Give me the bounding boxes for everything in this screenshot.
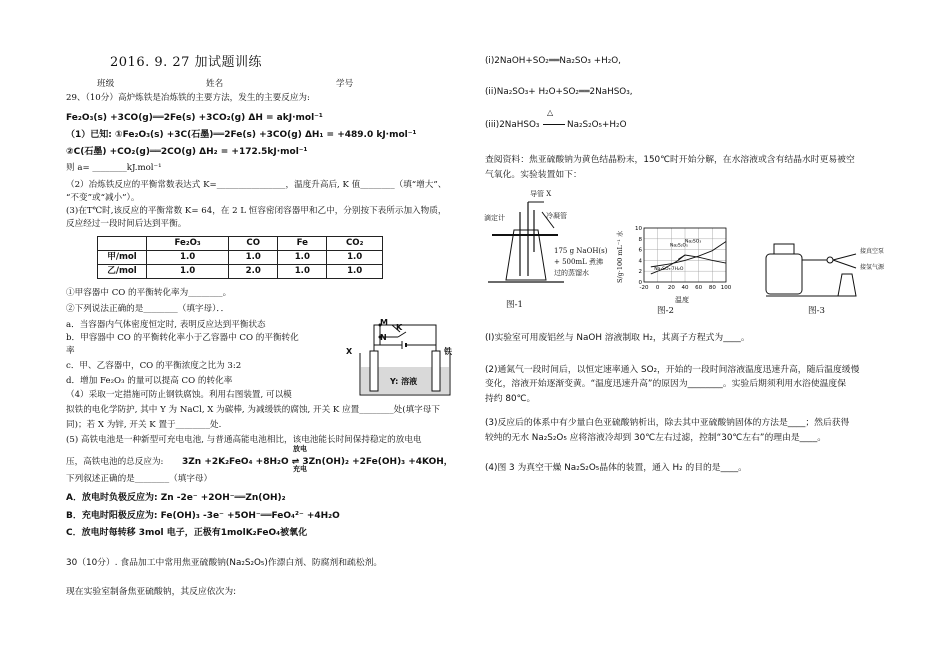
label-electrolyte: Y: 溶液 (390, 377, 418, 386)
reaction-3-arrow (543, 124, 565, 125)
table-header-cell: CO₂ (327, 237, 383, 251)
chart-ylabel: S/g·100 mL⁻¹ 水 (616, 230, 624, 283)
chart-y-tick-label: 4 (638, 258, 642, 265)
chart-x-tick-label: 0 (655, 285, 660, 291)
chart-x-tick-label: -20 (639, 285, 649, 291)
reaction-3-condition: △ (547, 108, 554, 117)
q30-part2-line3: 持约 80℃。 (485, 394, 536, 404)
chart-series-line (651, 242, 726, 267)
label-solution-2: + 500mL 煮沸 (554, 258, 603, 266)
table-cell: 1.0 (278, 251, 327, 265)
q29-p3-line2: 反应经过一段时间后达到平衡。 (66, 219, 187, 229)
q29-p1-ask: 则 a= ________kJ.mol⁻¹ (66, 163, 162, 173)
q30-part2-line2: 变化，溶液开始逐渐变黄。“温度迅速升高”的原因为________。实验后期须利用水浴使温度保 (485, 379, 846, 389)
q30-lab: 现在实验室制备焦亚硫酸钠，其反应依次为: (66, 587, 237, 597)
q29-p4-line1: （4）采取一定措施可防止钢铁腐蚀。利用右图装置, 可以模 (66, 390, 292, 400)
option-A: A．放电时负极反应为: Zn -2e⁻ +2OH⁻══Zn(OH)₂ (66, 493, 286, 503)
table-header-cell: Fe₂O₃ (147, 237, 229, 251)
q30-part2-line1: (2)通氮气一段时间后，以恒定速率通入 SO₂，开始的一段时间溶液温度迅速升高，随后温度缓慢 (485, 365, 860, 375)
reaction-3-right: Na₂S₂O₅+H₂O (567, 120, 627, 130)
reaction-3-left: (iii)2NaHSO₃ (485, 120, 540, 130)
label-condenser: 冷凝管 (546, 212, 567, 220)
chart-xlabel: 温度 (675, 296, 689, 304)
info-line1: 查阅资料：焦亚硫酸钠为黄色结晶粉末，150℃时开始分解，在水溶液或含有结晶水时更易被空 (485, 155, 855, 165)
table-cell: 1.0 (229, 251, 278, 265)
chart-x-tick-label: 60 (695, 285, 703, 291)
chart-y-tick-label: 10 (635, 226, 642, 232)
chart-series-label: Na₂S₂O₅ (669, 243, 688, 249)
table-cell: 1.0 (278, 265, 327, 279)
table-row (98, 251, 383, 265)
q29-p2-line2: “不变”或“减小”）。 (66, 193, 140, 203)
table-cell: 甲/mol (98, 251, 147, 265)
label-thermometer: 滴定计 (484, 214, 505, 222)
q29-p4-line3: 同)；若 X 为锌, 开关 K 置于________处. (66, 420, 222, 430)
q29-p4-line2: 拟铁的电化学防护, 其中 Y 为 NaCl, X 为碳棒, 为减缓铁的腐蚀, 开关 K 应置________处(填字母下 (66, 405, 440, 415)
chart-x-tick-label: 40 (681, 285, 689, 291)
apparatus-figure-1 (484, 192, 624, 292)
option-b-line1: b．甲容器中 CO 的平衡转化率小于乙容器中 CO 的平衡转化 (66, 333, 299, 343)
table-cell: 1.0 (327, 251, 383, 265)
label-solution-1: 175 g NaOH(s) (554, 247, 608, 255)
chart-series-label: Na₂SO₃·7H₂O (654, 267, 684, 273)
chart-y-tick-label: 8 (638, 236, 642, 243)
electrochem-protection-diagram (340, 315, 470, 400)
q30-part1: (I)实验室可用废铝丝与 NaOH 溶液制取 H₂，其离子方程式为____。 (485, 333, 750, 343)
q29-p5-line1: (5) 高铁电池是一种新型可充电电池, 与普通高能电池相比，该电池能长时间保持稳定的放电电 (66, 435, 422, 445)
table-header-row (98, 237, 383, 251)
label-K: K (396, 323, 403, 332)
q30-intro: 30（10分）. 食品加工中常用焦亚硫酸钠(Na₂S₂O₅)作漂白剂、防腐剂和疏松剂。 (66, 558, 383, 568)
caption-fig1: 图-1 (506, 300, 523, 310)
table-cell: 1.0 (147, 265, 229, 279)
caption-fig3: 图-3 (808, 306, 825, 316)
table-cell: 1.0 (147, 251, 229, 265)
label-solution-3: 过的蒸馏水 (554, 269, 589, 277)
class-label: 班级 (97, 79, 115, 89)
q29-p5-line3: 下列叙述正确的是________（填字母） (66, 474, 213, 484)
discharge-label: 放电 (293, 445, 307, 453)
label-tube-x: 导管 X (530, 190, 552, 198)
chart-series-line (678, 255, 726, 263)
solubility-chart-svg (630, 224, 730, 294)
table-header-cell: Fe (278, 237, 327, 251)
q29-overall-reaction: 3Zn +2K₂FeO₄ +8H₂O ⇌ 3Zn(OH)₂ +2Fe(OH)₃ +4KOH， (182, 457, 453, 467)
table-cell: 乙/mol (98, 265, 147, 279)
label-M: M (380, 318, 388, 327)
chart-y-tick-label: 6 (638, 247, 642, 254)
q30-part3-line2: 较纯的无水 Na₂S₂O₅ 应将溶液冷却到 30℃左右过滤，控制“30℃左右”的理由是____。 (485, 433, 827, 443)
q29-p1-eq1: （1）已知: ①Fe₂O₃(s) +3C(石墨)══2Fe(s) +3CO(g) ΔH₁ = +489.0 kJ·mol⁻¹ (66, 130, 417, 140)
table-cell: 1.0 (327, 265, 383, 279)
table-cell: 2.0 (229, 265, 278, 279)
q30-part4: (4)图 3 为真空干燥 Na₂S₂O₅晶体的装置，通入 H₂ 的目的是____。 (485, 463, 747, 473)
q29-p3-q1: ①甲容器中 CO 的平衡转化率为________。 (66, 288, 232, 298)
option-C: C．放电时每转移 3mol 电子，正极有1molK₂FeO₄被氧化 (66, 528, 308, 538)
option-a: a．当容器内气体密度恒定时, 表明反应达到平衡状态 (66, 320, 266, 330)
option-B: B．充电时阳极反应为: Fe(OH)₃ -3e⁻ +5OH⁻══FeO₄²⁻ +4H₂O (66, 511, 340, 521)
q29-p1-eq2: ②C(石墨) +CO₂(g)══2CO(g) ΔH₂ = +172.5kJ·mol⁻¹ (66, 147, 308, 157)
page-title: 2016. 9. 27 加试题训练 (110, 55, 263, 70)
q29-p3-q2: ②下列说法正确的是________（填字母）．． (66, 304, 230, 314)
caption-fig2: 图-2 (657, 306, 674, 316)
option-d: d．增加 Fe₂O₃ 的量可以提高 CO 的转化率 (66, 376, 233, 386)
info-line2: 气氧化。实验装置如下： (485, 170, 582, 180)
q29-main-equation: Fe₂O₃(s) +3CO(g)══2Fe(s) +3CO₂(g) ΔH = akJ·mol⁻¹ (66, 113, 323, 123)
option-b-line2: 率 (66, 346, 75, 356)
label-hydrogen: 接氢气源 (860, 264, 885, 271)
label-vacuum: 接真空泵 (860, 248, 885, 255)
reaction-2: (ii)Na₂SO₃+ H₂O+SO₂══2NaHSO₃, (485, 87, 633, 97)
student-id-label: 学号 (336, 79, 354, 89)
q29-p5-line2a: 压，高铁电池的总反应为: (66, 457, 164, 467)
q29-intro: 29、（10分）高炉炼铁是冶炼铁的主要方法，发生的主要反应为: (66, 93, 310, 103)
table-header-cell (98, 237, 147, 251)
table-header-cell: CO (229, 237, 278, 251)
chart-y-tick-label: 0 (638, 280, 642, 286)
label-X: X (346, 347, 353, 356)
name-label: 姓名 (206, 79, 224, 89)
feed-table (97, 236, 383, 279)
chart-x-tick-label: 100 (720, 285, 732, 291)
solubility-chart (630, 224, 730, 294)
chart-series-label: Na₂SO₃ (685, 239, 702, 245)
label-N: N (380, 333, 387, 342)
option-c: c．甲、乙容器中，CO 的平衡浓度之比为 3:2 (66, 361, 242, 371)
chart-x-tick-label: 80 (708, 285, 716, 291)
apparatus-figure-3 (760, 240, 890, 300)
label-iron: 铁 (444, 347, 452, 356)
reaction-1: (ⅰ)2NaOH+SO₂══Na₂SO₃ +H₂O, (485, 56, 621, 66)
chart-x-tick-label: 20 (667, 285, 675, 291)
chart-y-tick-label: 2 (638, 269, 642, 276)
charge-label: 充电 (293, 465, 307, 473)
table-row (98, 265, 383, 279)
q29-p3-line1: (3)在T℃时,该反应的平衡常数 K= 64，在 2 L 恒容密闭容器甲和乙中，分别按下表所示加入物质， (66, 206, 447, 216)
q29-p2-line1: （2）冶炼铁反应的平衡常数表达式 K=________________，温度升高后, K 值________（填“增大”、 (66, 180, 447, 190)
q30-part3-line1: (3)反应后的体系中有少量白色亚硫酸钠析出，除去其中亚硫酸钠固体的方法是____；然后获得 (485, 418, 850, 428)
